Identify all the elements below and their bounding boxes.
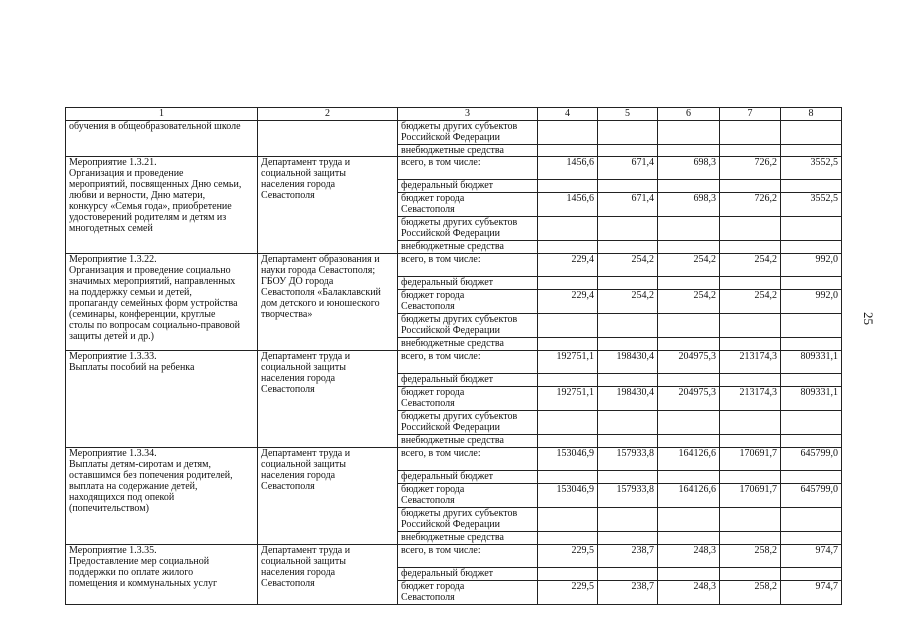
amount-cell: 170691,7 bbox=[720, 448, 781, 471]
amount-cell: 645799,0 bbox=[781, 448, 842, 471]
amount-cell bbox=[538, 532, 598, 545]
amount-cell: 198430,4 bbox=[598, 387, 658, 411]
amount-cell bbox=[658, 338, 720, 351]
responsible-department: Департамент труда и социальной защиты населения города Севастополя bbox=[258, 351, 398, 448]
funding-source: бюджет города Севастополя bbox=[398, 581, 538, 605]
funding-source: федеральный бюджет bbox=[398, 568, 538, 581]
column-number: 6 bbox=[658, 108, 720, 121]
amount-cell bbox=[538, 217, 598, 241]
amount-cell bbox=[658, 411, 720, 435]
amount-cell: 238,7 bbox=[598, 581, 658, 605]
amount-cell: 1456,6 bbox=[538, 193, 598, 217]
amount-cell bbox=[598, 471, 658, 484]
measure-description: Мероприятие 1.3.22. Организация и проведение социально значимых мероприятий, направленных на поддержку семьи и детей, пропаганду семейных форм устройства (семинары, конференции, круглые столы по вопросам социально-правовой защиты детей и др.) bbox=[66, 254, 258, 351]
measure-row-total bbox=[66, 545, 842, 568]
funding-source: бюджет города Севастополя bbox=[398, 387, 538, 411]
amount-cell: 164126,6 bbox=[658, 448, 720, 471]
amount-cell: 248,3 bbox=[658, 545, 720, 568]
amount-cell bbox=[720, 435, 781, 448]
amount-cell: 254,2 bbox=[720, 290, 781, 314]
amount-cell bbox=[781, 338, 842, 351]
amount-cell bbox=[781, 374, 842, 387]
responsible-department: Департамент труда и социальной защиты населения города Севастополя bbox=[258, 448, 398, 545]
amount-cell bbox=[598, 508, 658, 532]
funding-source: бюджеты других субъектов Российской Федерации bbox=[398, 508, 538, 532]
amount-cell bbox=[720, 471, 781, 484]
amount-cell bbox=[658, 471, 720, 484]
amount-cell bbox=[720, 338, 781, 351]
amount-cell: 992,0 bbox=[781, 254, 842, 277]
amount-cell bbox=[720, 180, 781, 193]
amount-cell: 698,3 bbox=[658, 157, 720, 180]
funding-source: всего, в том числе: bbox=[398, 545, 538, 568]
amount-cell: 229,4 bbox=[538, 290, 598, 314]
funding-source: всего, в том числе: bbox=[398, 448, 538, 471]
amount-cell: 645799,0 bbox=[781, 484, 842, 508]
amount-cell bbox=[720, 241, 781, 254]
amount-cell bbox=[658, 508, 720, 532]
column-number: 1 bbox=[66, 108, 258, 121]
amount-cell bbox=[781, 277, 842, 290]
amount-cell bbox=[658, 180, 720, 193]
amount-cell: 809331,1 bbox=[781, 351, 842, 374]
amount-cell: 3552,5 bbox=[781, 157, 842, 180]
amount-cell bbox=[598, 532, 658, 545]
amount-cell: 809331,1 bbox=[781, 387, 842, 411]
column-number: 5 bbox=[598, 108, 658, 121]
amount-cell bbox=[538, 411, 598, 435]
measure-description: Мероприятие 1.3.21. Организация и проведение мероприятий, посвященных Дню семьи, любви и верности, Дню матери, конкурсу «Семья года», приобретение удостоверений родителям и детям из многодетных семей bbox=[66, 157, 258, 254]
amount-cell bbox=[538, 277, 598, 290]
measure-description: Мероприятие 1.3.34. Выплаты детям-сиротам и детям, оставшимся без попечения родителей, выплата на содержание детей, находящихся под опекой (попечительством) bbox=[66, 448, 258, 545]
funding-source: внебюджетные средства bbox=[398, 435, 538, 448]
measure-row-total bbox=[66, 351, 842, 374]
amount-cell bbox=[538, 314, 598, 338]
amount-cell bbox=[658, 121, 720, 145]
measure-description: Мероприятие 1.3.35. Предоставление мер социальной поддержки по оплате жилого помещения и коммунальных услуг bbox=[66, 545, 258, 605]
amount-cell bbox=[658, 314, 720, 338]
funding-source: бюджеты других субъектов Российской Федерации bbox=[398, 314, 538, 338]
amount-cell bbox=[720, 217, 781, 241]
funding-source: бюджет города Севастополя bbox=[398, 290, 538, 314]
amount-cell: 3552,5 bbox=[781, 193, 842, 217]
amount-cell bbox=[720, 314, 781, 338]
funding-source: бюджет города Севастополя bbox=[398, 193, 538, 217]
amount-cell: 254,2 bbox=[720, 254, 781, 277]
funding-source: федеральный бюджет bbox=[398, 277, 538, 290]
amount-cell: 254,2 bbox=[658, 254, 720, 277]
amount-cell bbox=[720, 145, 781, 157]
amount-cell bbox=[658, 217, 720, 241]
amount-cell: 974,7 bbox=[781, 545, 842, 568]
amount-cell bbox=[658, 241, 720, 254]
funding-source: внебюджетные средства bbox=[398, 241, 538, 254]
amount-cell bbox=[538, 508, 598, 532]
amount-cell bbox=[781, 314, 842, 338]
amount-cell: 248,3 bbox=[658, 581, 720, 605]
funding-source: федеральный бюджет bbox=[398, 180, 538, 193]
funding-source: бюджет города Севастополя bbox=[398, 484, 538, 508]
amount-cell: 213174,3 bbox=[720, 387, 781, 411]
amount-cell bbox=[658, 277, 720, 290]
amount-cell: 258,2 bbox=[720, 581, 781, 605]
amount-cell: 974,7 bbox=[781, 581, 842, 605]
amount-cell bbox=[598, 374, 658, 387]
responsible-department: Департамент труда и социальной защиты населения города Севастополя bbox=[258, 157, 398, 254]
amount-cell bbox=[720, 508, 781, 532]
funding-source: всего, в том числе: bbox=[398, 351, 538, 374]
amount-cell: 238,7 bbox=[598, 545, 658, 568]
continuation-row-regions bbox=[66, 121, 842, 145]
amount-cell bbox=[781, 568, 842, 581]
amount-cell: 1456,6 bbox=[538, 157, 598, 180]
amount-cell bbox=[781, 411, 842, 435]
funding-source: внебюджетные средства bbox=[398, 532, 538, 545]
funding-source: всего, в том числе: bbox=[398, 254, 538, 277]
funding-source: внебюджетные средства bbox=[398, 145, 538, 157]
amount-cell bbox=[720, 121, 781, 145]
amount-cell bbox=[720, 568, 781, 581]
table-body bbox=[66, 121, 842, 605]
amount-cell: 229,5 bbox=[538, 581, 598, 605]
funding-source: внебюджетные средства bbox=[398, 338, 538, 351]
amount-cell: 192751,1 bbox=[538, 351, 598, 374]
amount-cell bbox=[781, 145, 842, 157]
amount-cell bbox=[781, 217, 842, 241]
column-number: 2 bbox=[258, 108, 398, 121]
amount-cell bbox=[781, 180, 842, 193]
amount-cell: 170691,7 bbox=[720, 484, 781, 508]
amount-cell bbox=[720, 277, 781, 290]
amount-cell bbox=[598, 314, 658, 338]
amount-cell: 992,0 bbox=[781, 290, 842, 314]
amount-cell bbox=[658, 145, 720, 157]
amount-cell bbox=[598, 435, 658, 448]
column-number: 7 bbox=[720, 108, 781, 121]
amount-cell bbox=[538, 435, 598, 448]
amount-cell: 671,4 bbox=[598, 157, 658, 180]
amount-cell: 698,3 bbox=[658, 193, 720, 217]
amount-cell: 153046,9 bbox=[538, 448, 598, 471]
column-number-row bbox=[66, 108, 842, 121]
amount-cell: 254,2 bbox=[658, 290, 720, 314]
amount-cell bbox=[598, 121, 658, 145]
measure-description: Мероприятие 1.3.33. Выплаты пособий на ребенка bbox=[66, 351, 258, 448]
amount-cell: 204975,3 bbox=[658, 387, 720, 411]
amount-cell: 254,2 bbox=[598, 290, 658, 314]
amount-cell: 157933,8 bbox=[598, 448, 658, 471]
amount-cell: 164126,6 bbox=[658, 484, 720, 508]
amount-cell: 726,2 bbox=[720, 193, 781, 217]
funding-source: бюджеты других субъектов Российской Федерации bbox=[398, 411, 538, 435]
amount-cell: 229,4 bbox=[538, 254, 598, 277]
amount-cell: 204975,3 bbox=[658, 351, 720, 374]
budget-table bbox=[65, 107, 842, 605]
amount-cell bbox=[538, 121, 598, 145]
amount-cell: 198430,4 bbox=[598, 351, 658, 374]
column-number: 3 bbox=[398, 108, 538, 121]
measure-row-total bbox=[66, 254, 842, 277]
amount-cell bbox=[538, 180, 598, 193]
amount-cell: 254,2 bbox=[598, 254, 658, 277]
amount-cell bbox=[720, 411, 781, 435]
column-number: 8 bbox=[781, 108, 842, 121]
funding-source: бюджеты других субъектов Российской Федерации bbox=[398, 217, 538, 241]
responsible-department: Департамент труда и социальной защиты населения города Севастополя bbox=[258, 545, 398, 605]
amount-cell bbox=[781, 241, 842, 254]
amount-cell bbox=[538, 471, 598, 484]
amount-cell: 229,5 bbox=[538, 545, 598, 568]
amount-cell bbox=[598, 241, 658, 254]
amount-cell bbox=[658, 374, 720, 387]
page-number: 25 bbox=[861, 312, 876, 325]
amount-cell bbox=[598, 277, 658, 290]
funding-source: федеральный бюджет bbox=[398, 471, 538, 484]
amount-cell: 213174,3 bbox=[720, 351, 781, 374]
amount-cell bbox=[538, 338, 598, 351]
responsible-department: Департамент образования и науки города Севастополя; ГБОУ ДО города Севастополя «Балаклавский дом детского и юношеского творчества» bbox=[258, 254, 398, 351]
amount-cell bbox=[781, 471, 842, 484]
amount-cell bbox=[598, 145, 658, 157]
amount-cell bbox=[781, 532, 842, 545]
amount-cell: 726,2 bbox=[720, 157, 781, 180]
amount-cell: 671,4 bbox=[598, 193, 658, 217]
amount-cell bbox=[538, 241, 598, 254]
amount-cell bbox=[720, 374, 781, 387]
amount-cell bbox=[598, 568, 658, 581]
amount-cell: 192751,1 bbox=[538, 387, 598, 411]
measure-description: обучения в общеобразовательной школе bbox=[66, 121, 258, 157]
responsible-department bbox=[258, 121, 398, 157]
funding-source: всего, в том числе: bbox=[398, 157, 538, 180]
amount-cell bbox=[781, 435, 842, 448]
amount-cell: 153046,9 bbox=[538, 484, 598, 508]
amount-cell bbox=[658, 532, 720, 545]
column-number: 4 bbox=[538, 108, 598, 121]
amount-cell bbox=[781, 508, 842, 532]
amount-cell bbox=[538, 568, 598, 581]
amount-cell bbox=[720, 532, 781, 545]
funding-source: федеральный бюджет bbox=[398, 374, 538, 387]
amount-cell bbox=[658, 435, 720, 448]
funding-source: бюджеты других субъектов Российской Федерации bbox=[398, 121, 538, 145]
amount-cell: 157933,8 bbox=[598, 484, 658, 508]
amount-cell bbox=[598, 411, 658, 435]
amount-cell: 258,2 bbox=[720, 545, 781, 568]
amount-cell bbox=[538, 145, 598, 157]
amount-cell bbox=[598, 338, 658, 351]
amount-cell bbox=[598, 217, 658, 241]
measure-row-total bbox=[66, 448, 842, 471]
amount-cell bbox=[781, 121, 842, 145]
amount-cell bbox=[658, 568, 720, 581]
amount-cell bbox=[538, 374, 598, 387]
measure-row-total bbox=[66, 157, 842, 180]
amount-cell bbox=[598, 180, 658, 193]
